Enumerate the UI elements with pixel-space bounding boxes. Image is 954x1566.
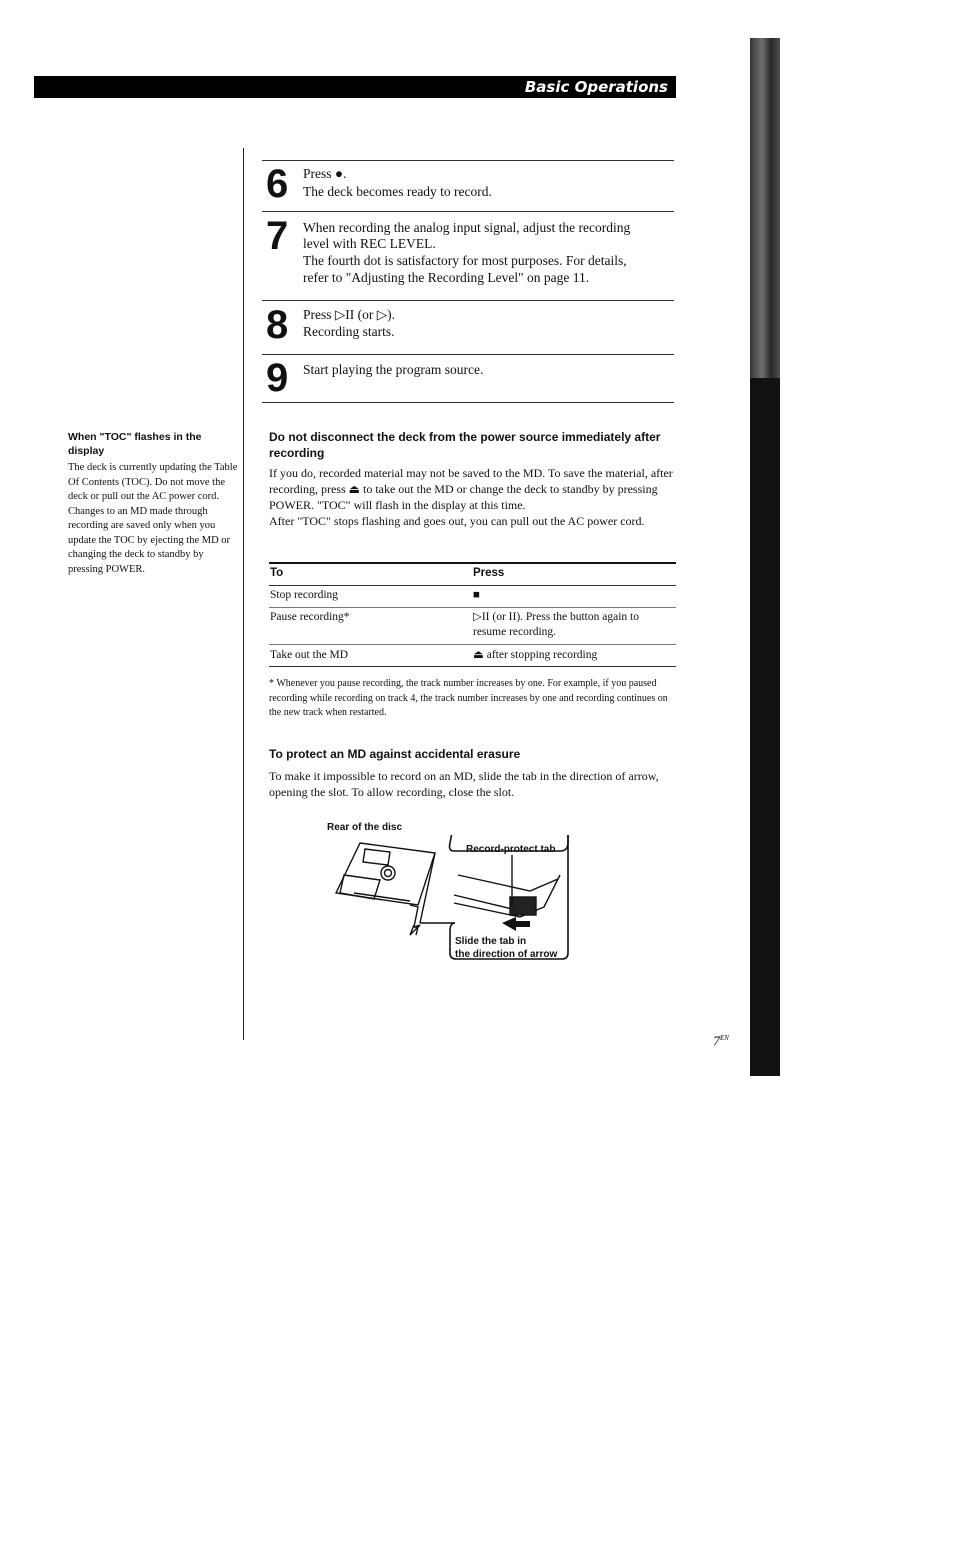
- figure-label-rear: Rear of the disc: [327, 822, 403, 833]
- table-rule: [269, 585, 676, 586]
- footnote: * Whenever you pause recording, the track number increases by one. For example, if you paused recording while recording on track 4, the track number increases by one and recording continues on the new track when restarted.: [269, 678, 668, 718]
- step-rule: [262, 211, 674, 212]
- step-rule: [262, 402, 674, 403]
- table-top-rule: [269, 562, 676, 564]
- step-line: The deck becomes ready to record.: [303, 184, 492, 199]
- note-paragraph: If you do, recorded material may not be saved to the MD. To save the material, after recording, press ⏏ to take out the MD or change the deck to standby by pressing POWER. "TOC" will flash in the display at this time.: [269, 466, 673, 512]
- table-cell-press: ⏏ after stopping recording: [473, 649, 598, 661]
- table-rule: [269, 607, 676, 608]
- figure-label-slide: Slide the tab in: [455, 936, 527, 947]
- sidebar-text: The deck is currently updating the Table Of Contents (TOC). Do not move the deck or pull out the AC power cord. Changes to an MD made through recording are saved only when you update the TOC by ejecting the MD or changing the deck to standby by pressing POWER.: [68, 462, 238, 575]
- step-rule: [262, 300, 674, 301]
- figure-label-slide: the direction of arrow: [455, 949, 558, 960]
- section-title: Basic Operations: [524, 78, 668, 96]
- step-number: 8: [266, 303, 289, 347]
- protect-heading: To protect an MD against accidental erasure: [269, 747, 521, 761]
- step-line: When recording the analog input signal, adjust the recording: [303, 220, 631, 235]
- step-line: level with REC LEVEL.: [303, 236, 436, 251]
- step-line: Press ●.: [303, 166, 347, 181]
- sidebar-heading: When "TOC" flashes in the display: [68, 431, 202, 457]
- page-number-suffix: EN: [720, 1034, 729, 1042]
- table-cell-press: ■: [473, 589, 480, 601]
- protect-text: To make it impossible to record on an MD, slide the tab in the direction of arrow, opening the slot. To allow recording, close the slot.: [269, 769, 659, 799]
- table-cell-to: Stop recording: [270, 589, 339, 601]
- step-rule: [262, 160, 674, 161]
- step-line: Start playing the program source.: [303, 362, 484, 377]
- note-paragraph: After "TOC" stops flashing and goes out, you can pull out the AC power cord.: [269, 514, 645, 528]
- step-line: refer to "Adjusting the Recording Level" on page 11.: [303, 270, 590, 285]
- figure-label-tab: Record-protect tab: [466, 844, 556, 855]
- column-divider: [243, 148, 244, 1040]
- page-edge-strip-texture: [750, 38, 780, 378]
- step-number: 6: [266, 162, 289, 206]
- table-cell-to: Pause recording*: [270, 611, 350, 623]
- table-header-press: Press: [473, 567, 505, 579]
- table-bottom-rule: [269, 666, 676, 667]
- note-heading: Do not disconnect the deck from the power source immediately after recording: [269, 430, 661, 460]
- table-cell-to: Take out the MD: [270, 649, 349, 661]
- page-number: [713, 1034, 729, 1051]
- table-header-to: To: [270, 567, 284, 579]
- step-rule: [262, 354, 674, 355]
- step-number: 9: [266, 356, 289, 400]
- step-line: Recording starts.: [303, 324, 395, 339]
- page-number-value: 7: [713, 1034, 720, 1050]
- table-cell-press: ▷II (or II). Press the button again to resume recording.: [473, 611, 639, 638]
- step-line: The fourth dot is satisfactory for most purposes. For details,: [303, 253, 627, 268]
- table-rule: [269, 644, 676, 645]
- step-line: Press ▷II (or ▷).: [303, 307, 395, 322]
- step-number: 7: [266, 214, 289, 258]
- section-header-bar: [34, 76, 676, 98]
